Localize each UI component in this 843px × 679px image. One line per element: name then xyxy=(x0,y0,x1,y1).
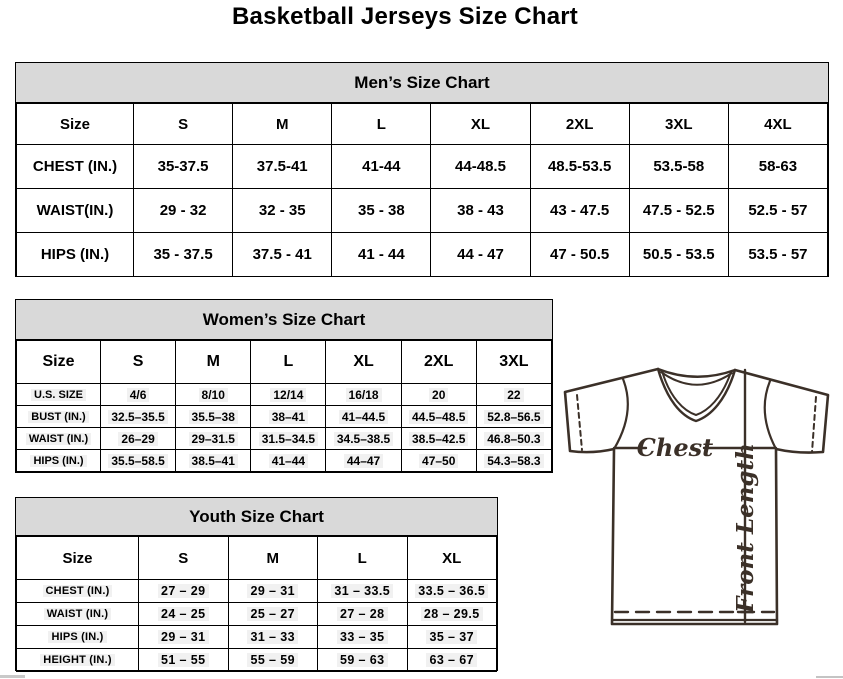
row-label: HIPS (IN.) xyxy=(17,233,134,277)
table-row xyxy=(17,450,552,472)
col-header-3xl: 3XL xyxy=(476,341,551,384)
col-header-2xl: 2XL xyxy=(401,341,476,384)
table-cell: 35 - 37.5 xyxy=(134,233,233,277)
table-cell: 44-48.5 xyxy=(431,145,530,189)
table-cell: 41–44 xyxy=(251,450,326,472)
table-row xyxy=(17,626,497,649)
table-cell: 55 – 59 xyxy=(228,649,318,672)
row-label: HIPS (IN.) xyxy=(17,450,101,472)
header-row xyxy=(17,341,552,384)
table-cell: 53.5 - 57 xyxy=(728,233,827,277)
youth-size-chart-title: Youth Size Chart xyxy=(16,498,497,536)
col-header-xl: XL xyxy=(407,537,497,580)
table-cell: 33.5 – 36.5 xyxy=(407,580,497,603)
table-cell: 37.5-41 xyxy=(233,145,332,189)
table-cell: 4/6 xyxy=(101,384,176,406)
table-cell: 28 – 29.5 xyxy=(407,603,497,626)
col-header-m: M xyxy=(228,537,318,580)
right-armhole-seam xyxy=(765,381,776,449)
table-cell: 38 - 43 xyxy=(431,189,530,233)
col-header-2xl: 2XL xyxy=(530,104,629,145)
table-cell: 35.5–58.5 xyxy=(101,450,176,472)
table-cell: 26–29 xyxy=(101,428,176,450)
table-row xyxy=(17,384,552,406)
col-header-4xl: 4XL xyxy=(728,104,827,145)
table-cell: 52.8–56.5 xyxy=(476,406,551,428)
horizontal-scrollbar-thumb-right[interactable] xyxy=(816,676,843,678)
row-label: WAIST(IN.) xyxy=(17,189,134,233)
table-cell: 41-44 xyxy=(332,145,431,189)
table-cell: 29 - 32 xyxy=(134,189,233,233)
table-cell: 27 – 28 xyxy=(318,603,408,626)
col-header-size: Size xyxy=(17,537,139,580)
mens-size-chart xyxy=(15,62,829,277)
table-row xyxy=(17,649,497,672)
youth-size-table xyxy=(16,536,497,672)
table-cell: 32.5–35.5 xyxy=(101,406,176,428)
mens-size-table xyxy=(16,103,828,277)
table-cell: 50.5 - 53.5 xyxy=(629,233,728,277)
table-cell: 27 – 29 xyxy=(139,580,229,603)
col-header-l: L xyxy=(318,537,408,580)
womens-size-table xyxy=(16,340,552,472)
left-cuff-dashed-line xyxy=(577,395,582,450)
col-header-size: Size xyxy=(17,341,101,384)
table-row xyxy=(17,189,828,233)
table-cell: 31.5–34.5 xyxy=(251,428,326,450)
table-cell: 38.5–41 xyxy=(176,450,251,472)
table-cell: 25 – 27 xyxy=(228,603,318,626)
table-cell: 52.5 - 57 xyxy=(728,189,827,233)
table-cell: 43 - 47.5 xyxy=(530,189,629,233)
table-cell: 34.5–38.5 xyxy=(326,428,401,450)
table-cell: 51 – 55 xyxy=(139,649,229,672)
chest-label: Chest xyxy=(636,433,714,462)
col-header-s: S xyxy=(134,104,233,145)
youth-size-chart xyxy=(15,497,498,671)
table-cell: 29–31.5 xyxy=(176,428,251,450)
table-cell: 22 xyxy=(476,384,551,406)
right-cuff-dashed-line xyxy=(812,397,816,452)
womens-size-chart xyxy=(15,299,553,473)
front-length-label: Front Length xyxy=(732,443,759,613)
table-cell: 37.5 - 41 xyxy=(233,233,332,277)
table-cell: 33 – 35 xyxy=(318,626,408,649)
table-cell: 48.5-53.5 xyxy=(530,145,629,189)
table-cell: 35 - 38 xyxy=(332,189,431,233)
table-cell: 38–41 xyxy=(251,406,326,428)
table-row xyxy=(17,428,552,450)
table-cell: 8/10 xyxy=(176,384,251,406)
table-cell: 31 – 33.5 xyxy=(318,580,408,603)
table-row xyxy=(17,580,497,603)
table-cell: 16/18 xyxy=(326,384,401,406)
row-label: HEIGHT (IN.) xyxy=(17,649,139,672)
table-cell: 32 - 35 xyxy=(233,189,332,233)
table-cell: 53.5-58 xyxy=(629,145,728,189)
table-cell: 54.3–58.3 xyxy=(476,450,551,472)
col-header-s: S xyxy=(139,537,229,580)
row-label: WAIST (IN.) xyxy=(17,428,101,450)
table-cell: 29 – 31 xyxy=(228,580,318,603)
header-row xyxy=(17,537,497,580)
col-header-s: S xyxy=(101,341,176,384)
table-cell: 35 – 37 xyxy=(407,626,497,649)
header-row xyxy=(17,104,828,145)
col-header-size: Size xyxy=(17,104,134,145)
horizontal-scrollbar-thumb-left[interactable] xyxy=(0,675,25,678)
table-cell: 31 – 33 xyxy=(228,626,318,649)
table-row xyxy=(17,233,828,277)
row-label: WAIST (IN.) xyxy=(17,603,139,626)
table-cell: 63 – 67 xyxy=(407,649,497,672)
table-cell: 47 - 50.5 xyxy=(530,233,629,277)
table-cell: 12/14 xyxy=(251,384,326,406)
jersey-measurement-diagram xyxy=(550,350,843,650)
table-cell: 46.8–50.3 xyxy=(476,428,551,450)
table-cell: 47.5 - 52.5 xyxy=(629,189,728,233)
col-header-xl: XL xyxy=(431,104,530,145)
table-row xyxy=(17,603,497,626)
table-cell: 35.5–38 xyxy=(176,406,251,428)
collar-band xyxy=(658,369,735,377)
col-header-3xl: 3XL xyxy=(629,104,728,145)
table-cell: 20 xyxy=(401,384,476,406)
row-label: CHEST (IN.) xyxy=(17,145,134,189)
table-cell: 44.5–48.5 xyxy=(401,406,476,428)
mens-size-chart-title: Men’s Size Chart xyxy=(16,63,828,103)
row-label: CHEST (IN.) xyxy=(17,580,139,603)
col-header-m: M xyxy=(233,104,332,145)
table-cell: 59 – 63 xyxy=(318,649,408,672)
table-cell: 47–50 xyxy=(401,450,476,472)
womens-size-chart-title: Women’s Size Chart xyxy=(16,300,552,340)
table-cell: 24 – 25 xyxy=(139,603,229,626)
table-row xyxy=(17,145,828,189)
table-cell: 44–47 xyxy=(326,450,401,472)
table-cell: 41 - 44 xyxy=(332,233,431,277)
table-cell: 44 - 47 xyxy=(431,233,530,277)
row-label: BUST (IN.) xyxy=(17,406,101,428)
page-title: Basketball Jerseys Size Chart xyxy=(232,3,578,30)
table-cell: 35-37.5 xyxy=(134,145,233,189)
table-row xyxy=(17,406,552,428)
table-cell: 41–44.5 xyxy=(326,406,401,428)
row-label: U.S. SIZE xyxy=(17,384,101,406)
left-armhole-seam xyxy=(614,379,628,449)
table-cell: 58-63 xyxy=(728,145,827,189)
col-header-l: L xyxy=(251,341,326,384)
col-header-l: L xyxy=(332,104,431,145)
table-cell: 38.5–42.5 xyxy=(401,428,476,450)
col-header-xl: XL xyxy=(326,341,401,384)
col-header-m: M xyxy=(176,341,251,384)
jersey-outline xyxy=(565,369,828,624)
row-label: HIPS (IN.) xyxy=(17,626,139,649)
table-cell: 29 – 31 xyxy=(139,626,229,649)
